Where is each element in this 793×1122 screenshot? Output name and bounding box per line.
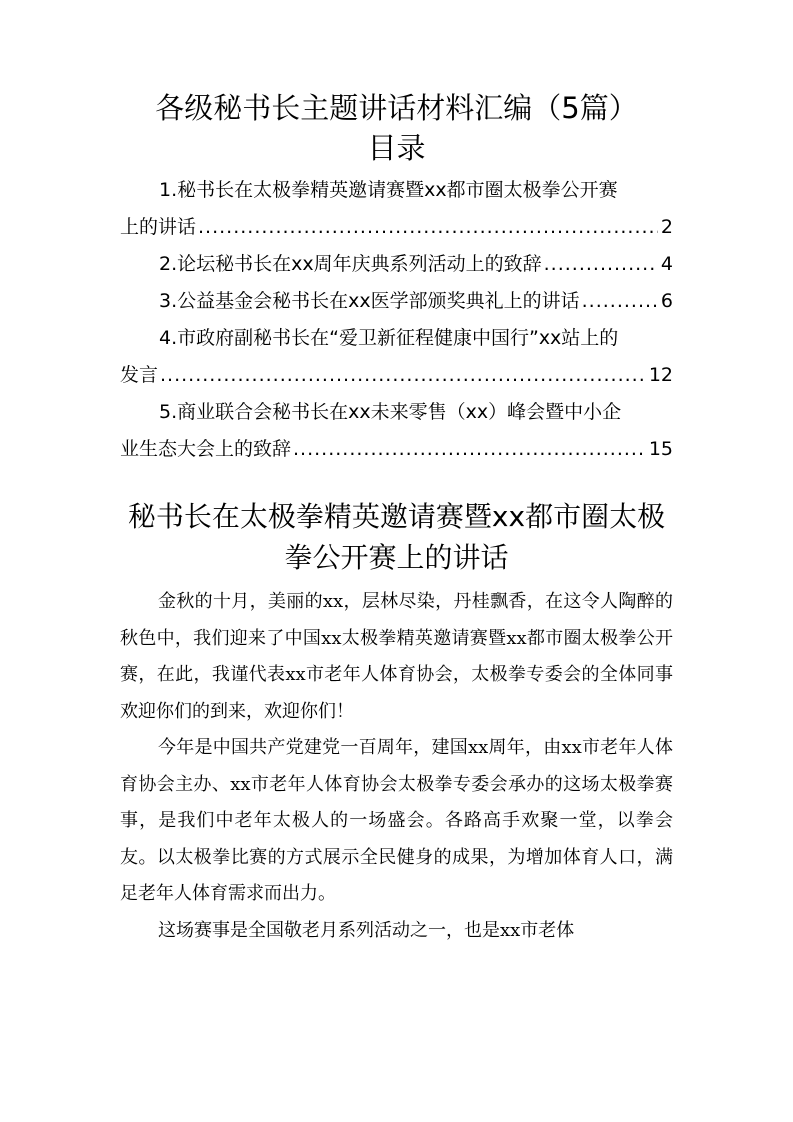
toc-entry-text: 5.商业联合会秘书长在xx未来零售（xx）峰会暨中小企 <box>159 401 622 423</box>
body-paragraph: 今年是中国共产党建党一百周年，建国xx周年，由xx市老年人体育协会主办、xx市老年人体育协会太极拳专委会承办的这场太极拳赛事，是我们中老年太极人的一场盛会。各路高手欢聚一堂，以拳会友。以太极拳比赛的方式展示全民健身的成果，为增加体育人口，满足老年人体育需求而出力。 <box>120 737 673 904</box>
page-content <box>120 88 673 949</box>
toc-page-number: 12 <box>648 364 673 386</box>
toc-entry-text: 4.市政府副秘书长在“爱卫新征程健康中国行”xx站上的 <box>159 327 619 349</box>
body-paragraph: 金秋的十月，美丽的xx，层林尽染，丹桂飘香，在这令人陶醉的秋色中，我们迎来了中国xx太极拳精英邀请赛暨xx都市圈太极拳公开赛，在此，我谨代表xx市老年人体育协会，太极拳专委会的全体同事欢迎你们的到来，欢迎你们！ <box>120 591 673 722</box>
toc-entry-text: 3.公益基金会秘书长在xx医学部颁奖典礼上的讲话 <box>159 290 580 312</box>
speech-body <box>120 584 673 949</box>
toc-page-number: 4 <box>660 253 673 275</box>
section-title: 秘书长在太极拳精英邀请赛暨xx都市圈太极拳公开赛上的讲话 <box>127 500 666 574</box>
toc-leader-dots <box>582 283 658 320</box>
toc-leader-dots <box>544 246 658 283</box>
toc-entry-text: 业生态大会上的致辞 <box>120 438 292 460</box>
toc-page-number: 2 <box>660 216 673 238</box>
toc-entry-4[interactable] <box>120 320 673 394</box>
toc-leader-dots <box>160 357 646 394</box>
toc-entry-2[interactable] <box>120 246 673 283</box>
toc-entry-text: 上的讲话 <box>120 216 197 238</box>
toc-entry-last-line <box>120 431 673 468</box>
toc-leader-dots <box>293 431 646 468</box>
toc-entry-last-line <box>120 357 673 394</box>
document-title: 各级秘书长主题讲话材料汇编（5篇） <box>155 91 638 125</box>
toc-entry-last-line <box>120 246 673 283</box>
toc-entry-5[interactable] <box>120 394 673 468</box>
toc-entry-3[interactable] <box>120 283 673 320</box>
toc-entry-1[interactable] <box>120 172 673 246</box>
toc-entry-text: 2.论坛秘书长在xx周年庆典系列活动上的致辞 <box>159 253 542 275</box>
toc-page-number: 15 <box>648 438 673 460</box>
toc-entry-text: 1.秘书长在太极拳精英邀请赛暨xx都市圈太极拳公开赛 <box>159 179 618 201</box>
toc-leader-dots <box>198 209 658 246</box>
table-of-contents <box>120 172 673 468</box>
toc-page-number: 6 <box>660 290 673 312</box>
toc-heading: 目录 <box>367 131 426 165</box>
toc-entry-text: 发言 <box>120 364 159 386</box>
toc-entry-last-line <box>120 283 673 320</box>
toc-entry-last-line <box>120 209 673 246</box>
body-paragraph: 这场赛事是全国敬老月系列活动之一，也是xx市老体 <box>158 919 575 941</box>
